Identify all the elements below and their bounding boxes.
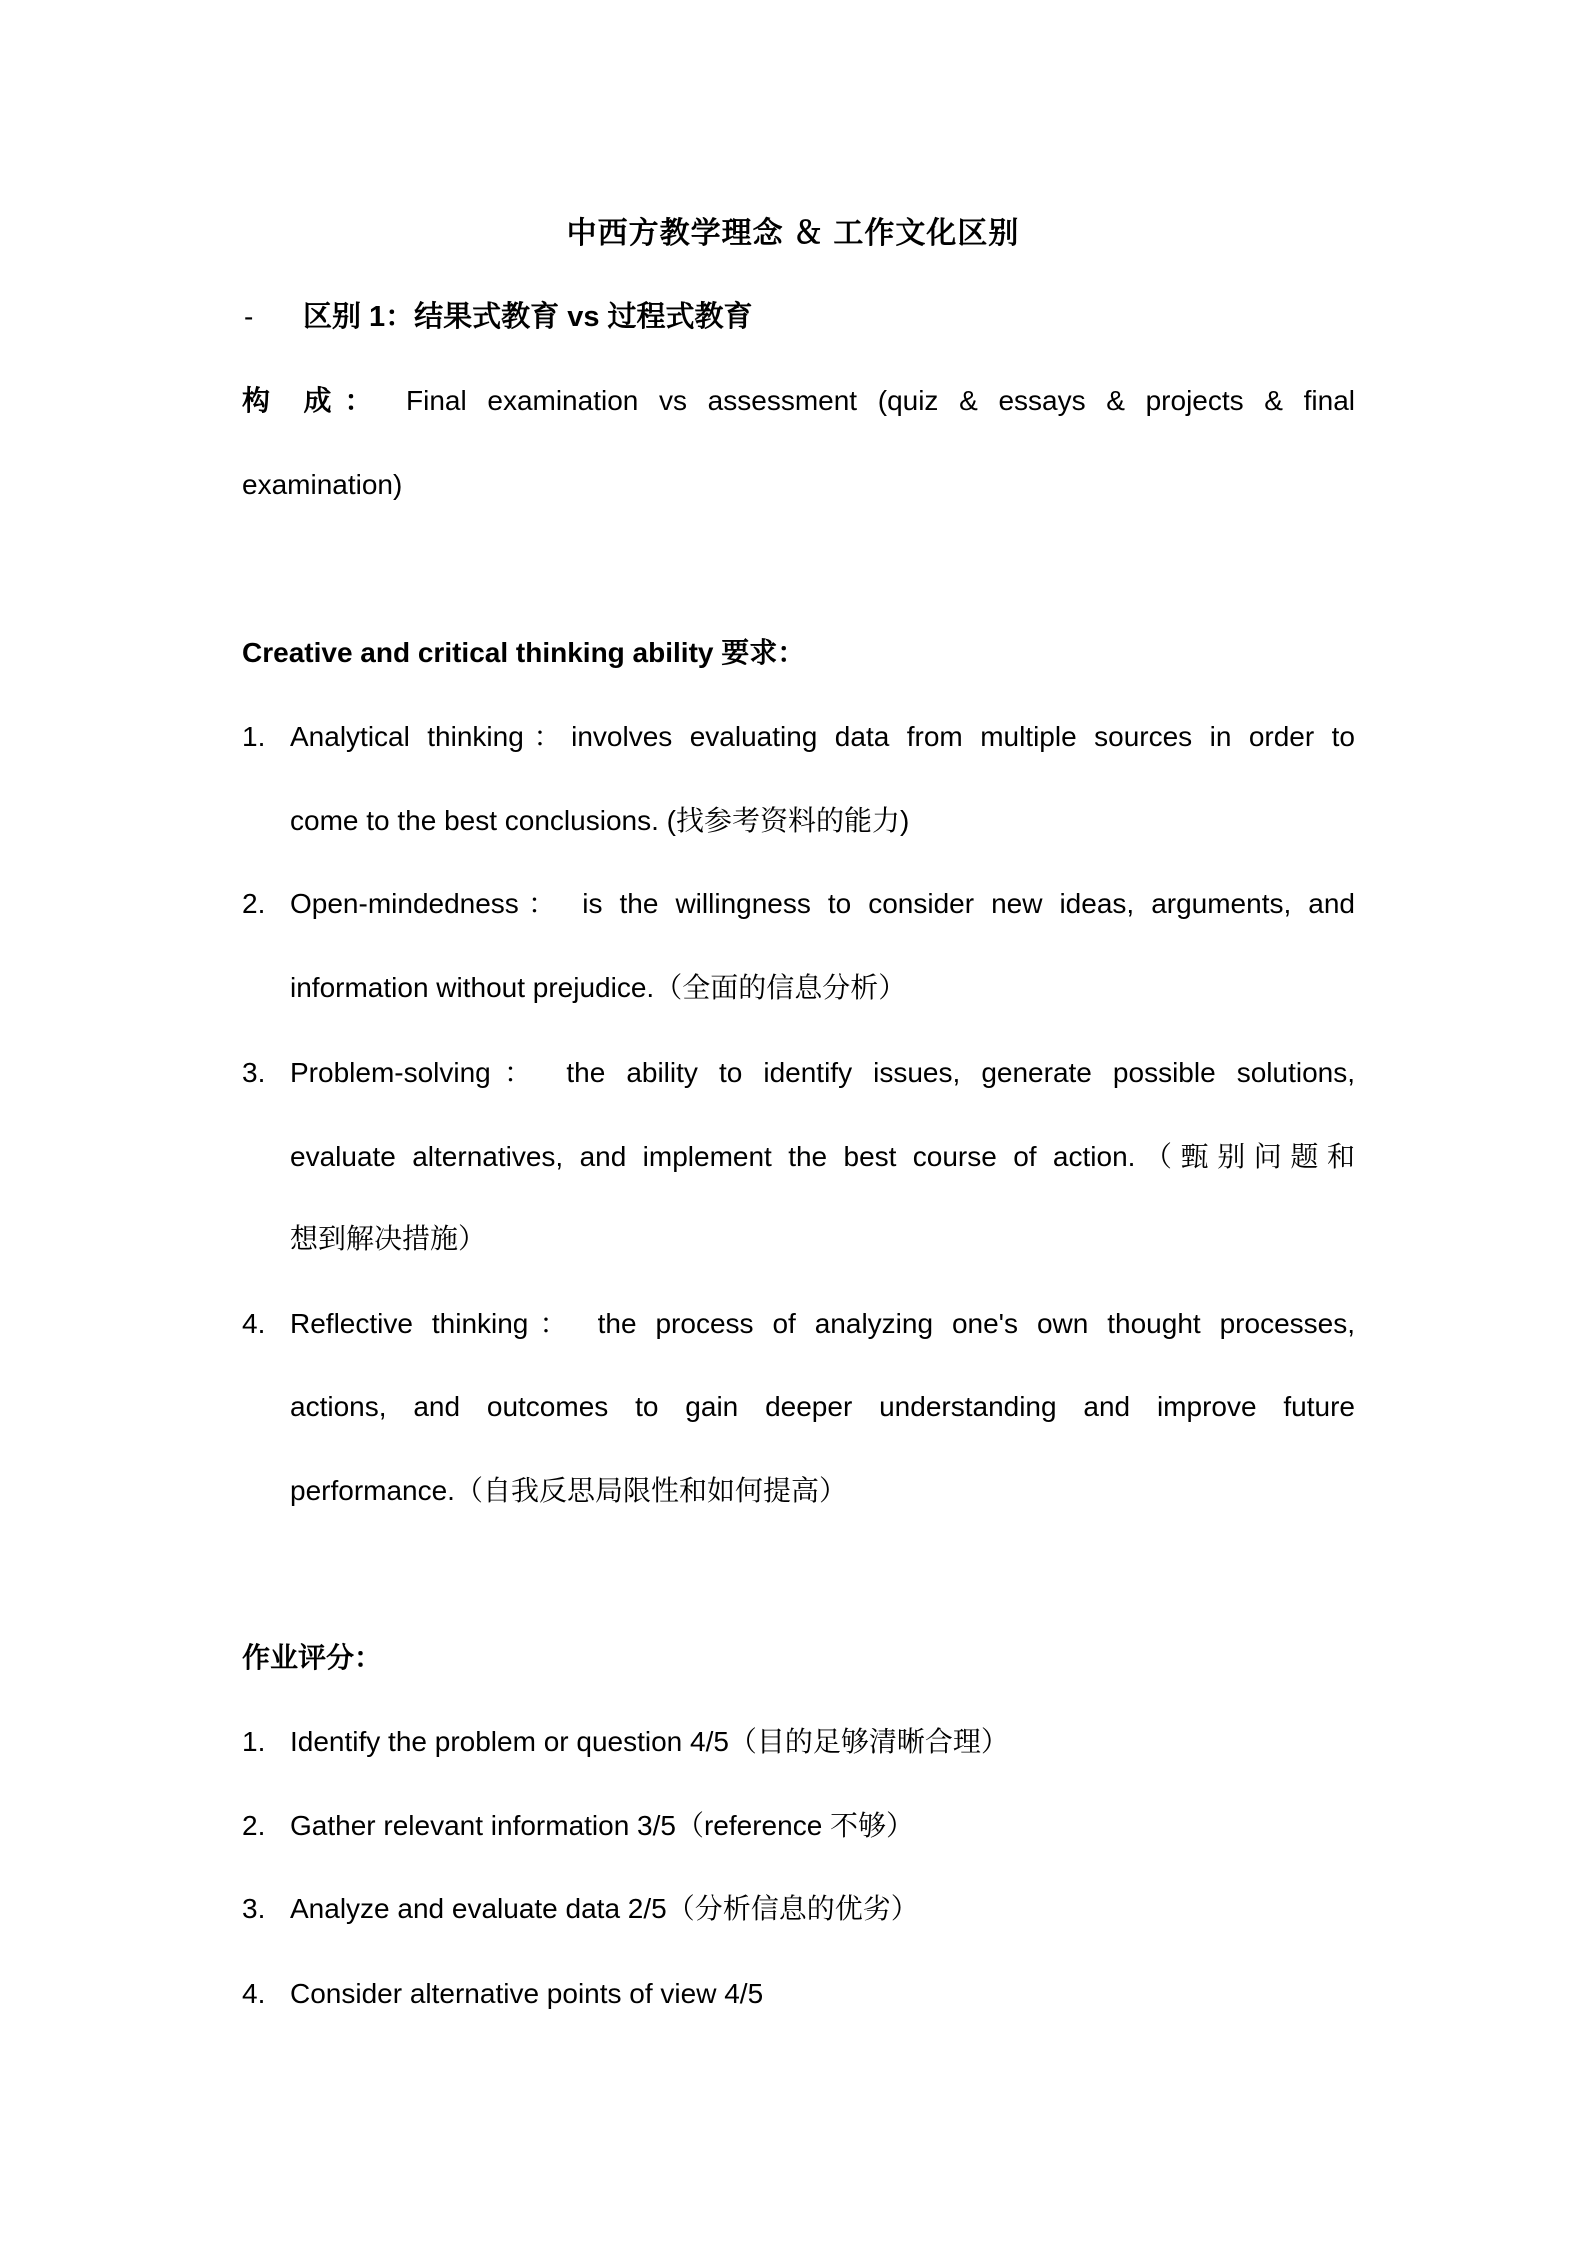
section-bullet: - (244, 301, 254, 332)
thinking-item-4-line-1: Reflective thinking： the process of analyzing one's own thought processes, (290, 1308, 1355, 1339)
thinking-item-1-line-2: come to the best conclusions. (找参考资料的能力) (290, 805, 910, 836)
grading-heading: 作业评分： (242, 1642, 383, 1673)
thinking-item-3-line-3: 想到解决措施） (290, 1223, 487, 1254)
document-title: 中西方教学理念 ＆ 工作文化区别 (566, 217, 1020, 250)
thinking-heading: Creative and critical thinking ability 要求： (242, 637, 806, 668)
thinking-item-2-line-1: Open-mindedness： is the willingness to consider new ideas, arguments, and (290, 888, 1355, 919)
grading-item-1-text: Identify the problem or question 4/5（目的足够清晰合理） (290, 1726, 1009, 1757)
composition-label: 构 成： (242, 385, 386, 416)
grading-item-4-number: 4. (242, 1978, 266, 2009)
grading-item-1-number: 1. (242, 1726, 266, 1757)
thinking-item-2-number: 2. (242, 888, 266, 919)
thinking-item-3-line-2: evaluate alternatives, and implement the best course of action.（甄别问题和 (290, 1141, 1355, 1172)
composition-line-1 (242, 383, 1355, 419)
thinking-item-4-line-2: actions, and outcomes to gain deeper understanding and improve future (290, 1391, 1355, 1422)
thinking-item-3-line-1: Problem-solving： the ability to identify issues, generate possible solutions, (290, 1057, 1355, 1088)
grading-item-2-number: 2. (242, 1810, 266, 1841)
thinking-item-2-line-2: information without prejudice.（全面的信息分析） (290, 972, 907, 1003)
composition-text: Final examination vs assessment (quiz & essays & projects & final (406, 385, 1356, 416)
grading-item-2-text: Gather relevant information 3/5（reference 不够） (290, 1810, 915, 1841)
composition-line-2: examination) (242, 469, 403, 500)
section-heading-difference-1: 区别 1：结果式教育 vs 过程式教育 (303, 301, 753, 333)
thinking-item-4-line-3: performance.（自我反思局限性和如何提高） (290, 1475, 847, 1506)
thinking-item-1-number: 1. (242, 721, 266, 752)
grading-item-3-text: Analyze and evaluate data 2/5（分析信息的优劣） (290, 1893, 919, 1924)
thinking-item-1-line-1: Analytical thinking：involves evaluating data from multiple sources in order to (290, 721, 1355, 752)
grading-item-4-text: Consider alternative points of view 4/5 (290, 1978, 764, 2009)
thinking-item-3-number: 3. (242, 1057, 266, 1088)
grading-item-3-number: 3. (242, 1893, 266, 1924)
thinking-item-4-number: 4. (242, 1308, 266, 1339)
